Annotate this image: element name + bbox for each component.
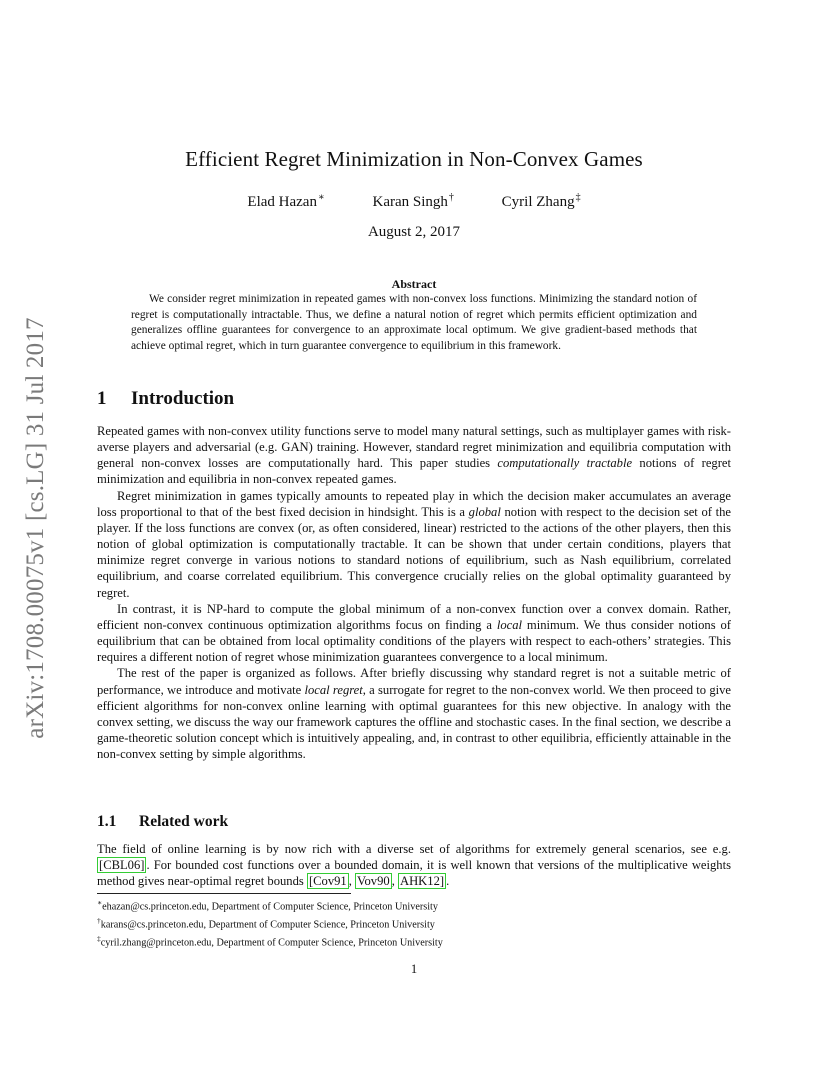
paragraph <box>97 841 731 889</box>
citation-link[interactable]: [Cov91 <box>308 874 347 889</box>
author-mark: ‡ <box>575 192 581 203</box>
author-name: Elad Hazan <box>247 194 317 210</box>
author <box>247 192 324 211</box>
text-run: In contrast, it is NP-hard to compute the global minimum of a non-convex function over a convex domain. Rather, efficient non-convex continuous optimization algorithms focus on finding a <box>97 601 731 632</box>
page-number: 1 <box>410 962 418 976</box>
footnote-text: ehazan@cs.princeton.edu, Department of Computer Science, Princeton University <box>102 901 438 913</box>
subsection-heading-related-work <box>97 813 228 831</box>
emphasis: global <box>468 504 501 519</box>
subsection-number: 1.1 <box>97 813 117 830</box>
emphasis: computationally tractable <box>497 456 633 471</box>
emphasis: local regret <box>304 682 363 697</box>
footnote <box>97 914 443 932</box>
author-name: Karan Singh <box>372 194 448 210</box>
footnote-mark: † <box>97 916 101 926</box>
author <box>502 192 581 211</box>
footnote-rule <box>97 893 351 894</box>
emphasis: local <box>496 617 523 632</box>
text-run: The rest of the paper is organized as follows. After briefly discussing why standard regret is not a suitable metric of performance, we introduce and motivate <box>97 666 731 697</box>
section-number: 1 <box>97 388 107 409</box>
paragraph <box>97 488 731 601</box>
paragraph <box>97 601 731 666</box>
text-run: notion with respect to the decision set of the player. If the loss functions are convex (or, as often considered, linear) restricted to the actions of the other players, then this notion of global optimization is computationally tractable. It can be shown that under certain conditions, players that minimize regret converge in various notions to standard notions of equilibrium, such as Nash equilibrium, correlated equilibrium, and coarse correlated equilibrium. This convergence crucially relies on the global optimality guaranteed by regret. <box>97 504 731 600</box>
footnote <box>97 896 443 914</box>
text-run: notions of regret minimization and equilibria in non-convex repeated games. <box>97 456 731 487</box>
footnotes <box>97 896 443 951</box>
text-run: Regret minimization in games typically amounts to repeated play in which the decision maker accumulates an average loss proportional to that of the best fixed decision in hindsight. This is a <box>97 488 731 519</box>
text-run: , a surrogate for regret to the non-convex world. We then proceed to give efficient algorithms for non-convex online learning with optimal guarantees for this new objective. In analogy with the convex setting, we discuss the way our framework captures the offline and stochastic cases. In the final section, we describe a game-theoretic solution concept which is intuitively appealing, and, in contrast to other equilibria, efficiently attainable in the non-convex setting by simple algorithms. <box>97 682 732 762</box>
citation-link[interactable]: AHK12] <box>399 874 445 889</box>
abstract-body: We consider regret minimization in repeated games with non-convex loss functions. Minimizing the standard notion of regret is computationally intractable. Thus, we define a natural notion of regret which permits efficient optimization and generalizes offline guarantees for convergence to an approximate local optimum. We give gradient-based methods that achieve optimal regret, which in turn guarantee convergence to equilibrium in this framework. <box>131 293 697 352</box>
footnote-mark: ‡ <box>97 934 101 944</box>
abstract-heading: Abstract <box>391 277 437 291</box>
footnote-text: cyril.zhang@princeton.edu, Department of Computer Science, Princeton University <box>100 937 443 949</box>
text-run: , <box>348 874 356 889</box>
paper-date: August 2, 2017 <box>367 224 461 240</box>
text-run: minimum. We thus consider notions of equilibrium that can be obtained from local optimality conditions of the players with respect to each-others’ strategies. This requires a different notion of regret whose minimization guarantees convergence to a local minimum. <box>97 617 731 665</box>
text-run: , <box>391 874 398 889</box>
footnote <box>97 932 443 950</box>
footnote-mark: ∗ <box>97 898 103 907</box>
text-run: Repeated games with non-convex utility functions serve to model many natural settings, such as multiplayer games with risk-averse players and adversarial (e.g. GAN) training. However, standard regret minimization and equilibria computation with general non-convex losses are computationally hard. This paper studies <box>97 424 731 471</box>
related-work-body <box>97 841 731 889</box>
text-run: . For bounded cost functions over a bounded domain, it is well known that versions of the multiplicative weights method gives near-optimal regret bounds <box>97 858 731 889</box>
citation-link[interactable]: Vov90 <box>357 874 390 889</box>
author-mark: ∗ <box>317 192 325 203</box>
paragraph <box>97 665 731 762</box>
author <box>373 192 454 211</box>
section-title: Introduction <box>131 388 235 409</box>
text-run: . <box>446 874 450 889</box>
section-heading-introduction <box>97 388 234 410</box>
author-list <box>0 192 828 211</box>
author-name: Cyril Zhang <box>501 194 575 210</box>
paragraph <box>97 423 731 488</box>
citation-link[interactable]: [CBL06] <box>99 858 145 873</box>
introduction-body <box>97 423 731 762</box>
arxiv-identifier: arXiv:1708.00075v1 [cs.LG] 31 Jul 2017 <box>22 317 49 739</box>
text-run: The field of online learning is by now rich with a diverse set of algorithms for extremely general scenarios, see e.g. <box>97 842 731 856</box>
subsection-title: Related work <box>139 813 229 830</box>
arxiv-sidebar <box>14 296 58 760</box>
footnote-text: karans@cs.princeton.edu, Department of Computer Science, Princeton University <box>100 919 435 931</box>
paper-title: Efficient Regret Minimization in Non-Convex Games <box>185 147 643 171</box>
author-mark: † <box>448 192 454 203</box>
